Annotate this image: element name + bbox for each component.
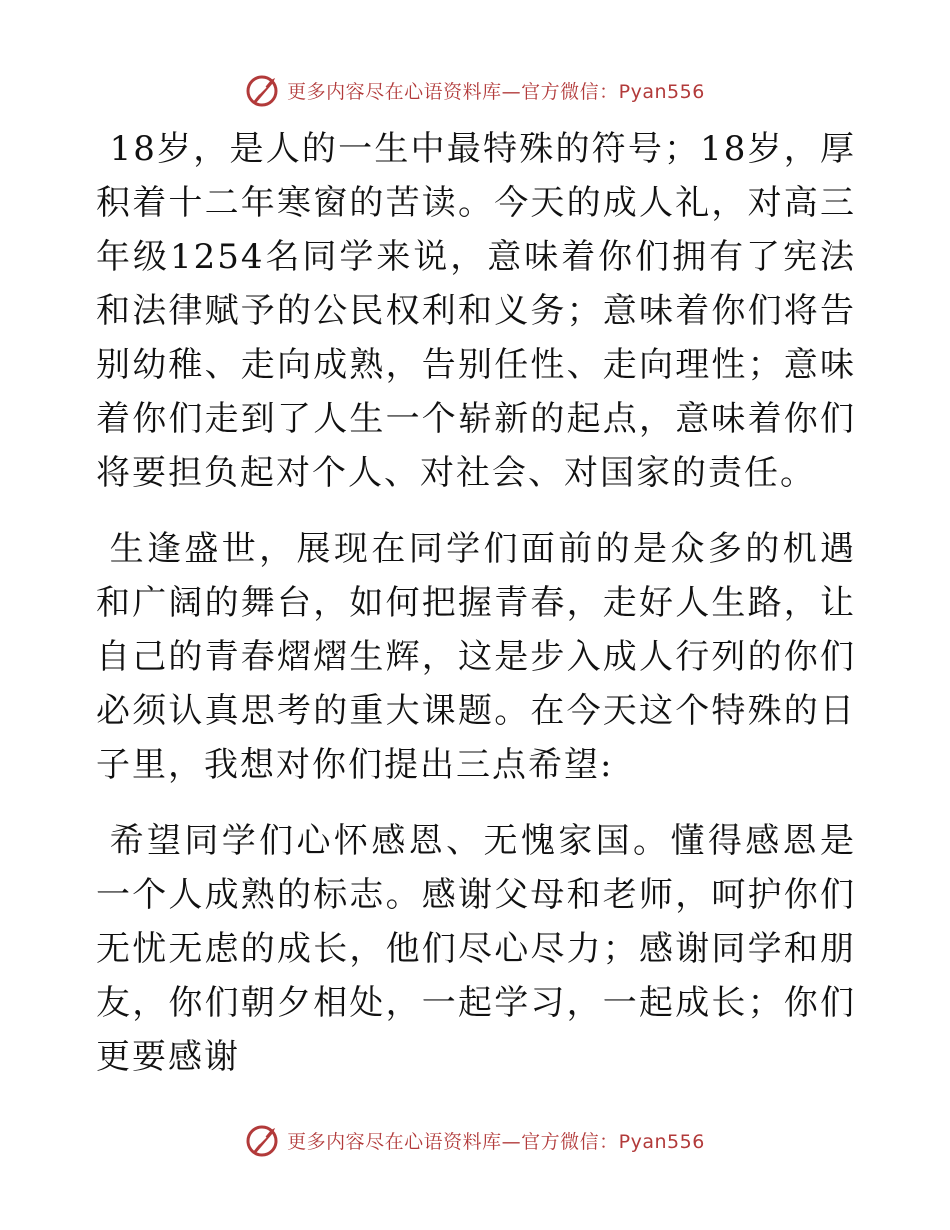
document-body bbox=[96, 122, 856, 1106]
footer-watermark-banner bbox=[0, 1118, 950, 1162]
paragraph-1: 18岁，是人的一生中最特殊的符号；18岁，厚积着十二年寒窗的苦读。今天的成人礼，对高三年级1254名同学来说，意味着你们拥有了宪法和法律赋予的公民权利和义务；意味着你们将告别幼稚、走向成熟，告别任性、走向理性；意味着你们走到了人生一个崭新的起点，意味着你们将要担负起对个人、对社会、对国家的责任。 bbox=[96, 129, 856, 493]
watermark-text: 更多内容尽在心语资料库—官方微信：Pyan556 bbox=[287, 80, 705, 103]
watermark-text: 更多内容尽在心语资料库—官方微信：Pyan556 bbox=[287, 1130, 705, 1153]
quill-pen-logo-icon bbox=[245, 1122, 281, 1158]
header-watermark-banner bbox=[0, 68, 950, 112]
paragraph-2: 生逢盛世，展现在同学们面前的是众多的机遇和广阔的舞台，如何把握青春，走好人生路，让自己的青春熠熠生辉，这是步入成人行列的你们必须认真思考的重大课题。在今天这个特殊的日子里，我想对你们提出三点希望: bbox=[96, 529, 856, 785]
quill-pen-logo-icon bbox=[245, 72, 281, 108]
paragraph-3: 希望同学们心怀感恩、无愧家国。懂得感恩是一个人成熟的标志。感谢父母和老师，呵护你们无忧无虑的成长，他们尽心尽力；感谢同学和朋友，你们朝夕相处，一起学习，一起成长；你们更要感谢 bbox=[96, 821, 856, 1077]
